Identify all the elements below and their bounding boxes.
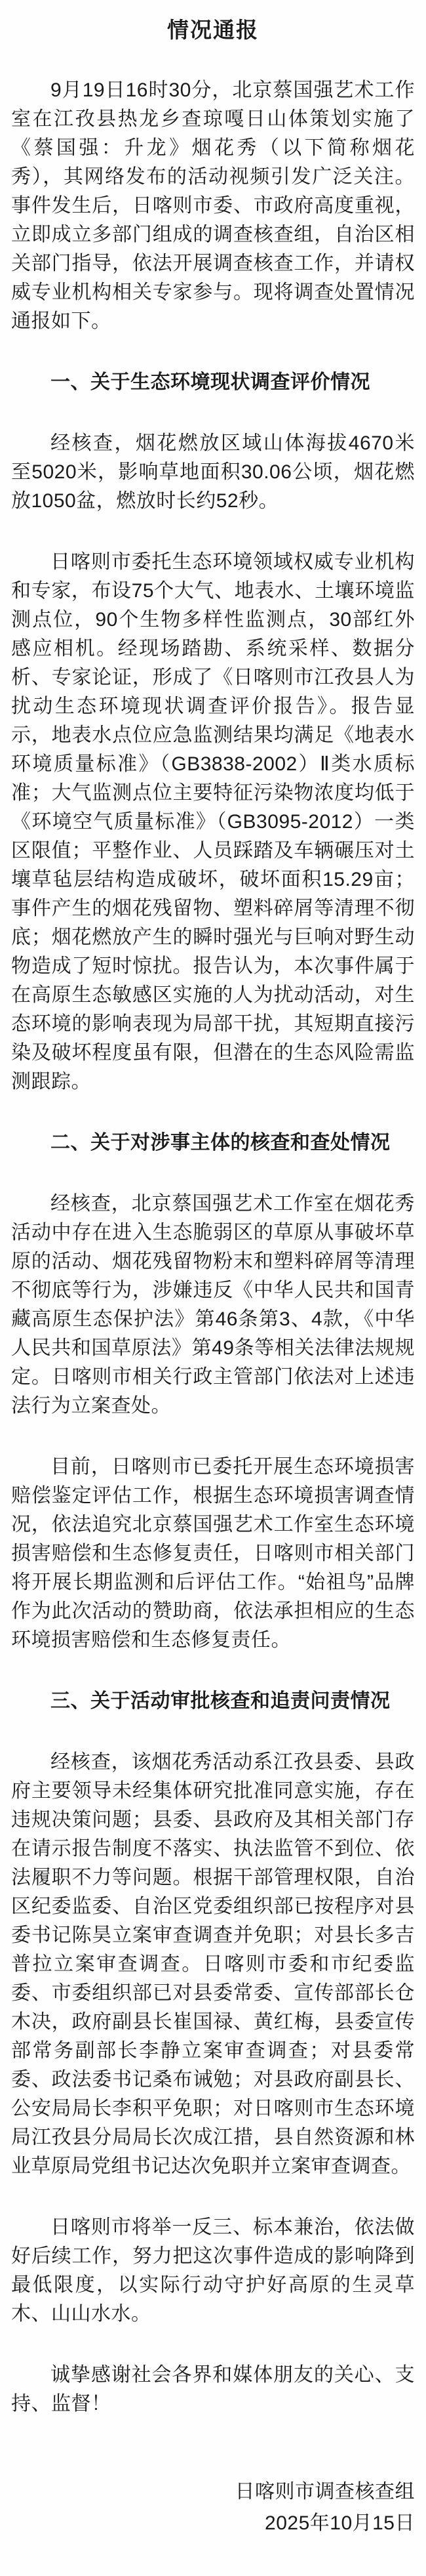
closing-paragraph-1: 日喀则市将举一反三、标本兼治，依法做好后续工作，努力把这次事件造成的影响降到最低限度，以实际行动守护好高原的生灵草木、山山水水。 [11,2216,415,2325]
section-2-paragraph-1: 经核查，北京蔡国强艺术工作室在烟花秀活动中存在进入生态脆弱区的草原从事破坏草原的活动、烟花残留物粉末和塑料碎屑等清理不彻底等行为，涉嫌违反《中华人民共和国青藏高原生态保护法》第46条第3、4款，《中华人民共和国草原法》第49条等相关法律法规规定。日喀则市相关行政主管部门依法对上述违法行为立案查处。 [11,1193,415,1417]
section-1-heading: 一、关于生态环境现状调查评价情况 [50,371,370,393]
signature-block [11,2476,415,2539]
signature-org: 日喀则市调查核查组 [235,2481,415,2503]
section-1-paragraph-2: 日喀则市委托生态环境领域权威专业机构和专家，布设75个大气、地表水、土壤环境监测点位，90个生物多样性监测点，30部红外感应相机。经现场踏勘、系统采样、数据分析、专家论证，形成了《日喀则市江孜县人为扰动生态环境现状调查评价报告》。报告显示，地表水点位应急监测结果均满足《地表水环境质量标准》（GB3838-2002）Ⅱ类水质标准；大气监测点位主要特征污染物浓度均低于《环境空气质量标准》（GB3095-2012）一类区限值；平整作业、人员踩踏及车辆碾压对土壤草毡层结构造成破坏，破坏面积15.29亩；事件产生的烟花残留物、塑料碎屑等清理不彻底；烟花燃放产生的瞬时强光与巨响对野生动物造成了短时惊扰。报告认为，本次事件属于在高原生态敏感区实施的人为扰动活动，对生态环境的影响表现为局部干扰，其短期直接污染及破坏程度虽有限，但潜在的生态风险需监测跟踪。 [11,551,415,1092]
signature-date: 2025年10月15日 [265,2512,415,2534]
section-3-paragraph-1: 经核查，该烟花秀活动系江孜县委、县政府主要领导未经集体研究批准同意实施，存在违规决策问题；县委、县政府及其相关部门存在请示报告制度不落实、执法监管不到位、依法履职不力等问题。根据干部管理权限，自治区纪委监委、自治区党委组织部已按程序对县委书记陈昊立案审查调查并免职；对县长多吉普拉立案审查调查。日喀则市委和市纪委监委、市委组织部已对县委常委、宣传部部长仓木决，政府副县长崔国禄、黄红梅，县委宣传部常务副部长李静立案审查调查；对县委常委、政法委书记桑布诫勉；对县政府副县长、公安局局长李积平免职；对日喀则市生态环境局江孜县分局局长次成江措，县自然资源和林业草原局党组书记达次免职并立案审查调查。 [11,1751,415,2177]
section-1-paragraph-1: 经核查，烟花燃放区域山体海拔4670米至5020米，影响草地面积30.06公顷，烟花燃放1050盆，燃放时长约52秒。 [11,432,415,512]
intro-paragraph: 9月19日16时30分，北京蔡国强艺术工作室在江孜县热龙乡查琼嘎日山体策划实施了《蔡国强：升龙》烟花秀（以下简称烟花秀），其网络发布的活动视频引发广泛关注。事件发生后，日喀则市委、市政府高度重视，立即成立多部门组成的调查核查组，自治区相关部门指导，依法开展调查核查工作，并请权威专业机构相关专家参与。现将调查处置情况通报如下。 [11,79,415,332]
report-title: 情况通报 [167,18,259,42]
closing-paragraph-2: 诚挚感谢社会各界和媒体朋友的关心、支持、监督！ [11,2364,415,2415]
section-3-heading: 三、关于活动审批核查和追责问责情况 [50,1690,391,1712]
section-2-paragraph-2: 目前，日喀则市已委托开展生态环境损害赔偿鉴定评估工作，根据生态环境损害调查情况，依法追究北京蔡国强艺术工作室生态环境损害赔偿和生态修复责任，日喀则市相关部门将开展长期监测和后评估工作。“始祖鸟”品牌作为此次活动的赞助商，依法承担相应的生态环境损害赔偿和生态修复责任。 [11,1456,415,1651]
section-2-heading: 二、关于对涉事主体的核查和查处情况 [50,1132,391,1153]
